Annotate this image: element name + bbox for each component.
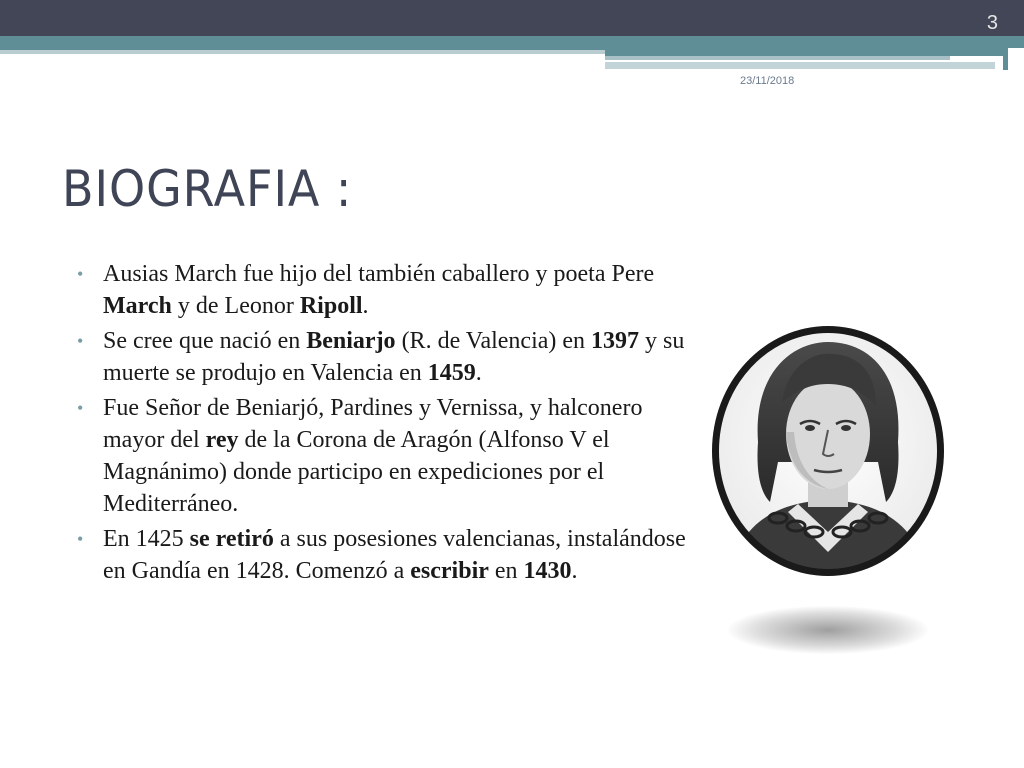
bullet-text: de la Corona de Aragón (Alfonso V el Magnánimo) donde participo en expediciones por el Mediterráneo. <box>103 427 610 517</box>
bullet-text: Fue Señor de Beniarjó, Pardines y Vernissa, y halconero mayor del <box>103 395 643 453</box>
bullet-text: . <box>475 360 482 386</box>
slide-title: BIOGRAFIA : <box>62 160 353 218</box>
bullet-text: En 1425 <box>103 526 190 552</box>
bullet-text-bold: Ripoll <box>299 293 363 319</box>
header-bar-teal-left-thin <box>0 50 605 54</box>
bullet-text: (R. de Valencia) en <box>395 328 592 354</box>
bullet-marker: • <box>77 331 84 351</box>
header-bar-teal-right <box>605 36 1024 56</box>
slide-number: 3 <box>986 12 998 34</box>
bullet-text-bold: se retiró <box>189 526 274 552</box>
bullet-marker: • <box>77 529 84 549</box>
bullet-item <box>75 258 705 322</box>
header-bar-teal-left <box>0 36 605 50</box>
bullet-item <box>75 523 705 587</box>
bullet-text-bold: Beniarjo <box>306 328 396 354</box>
bullet-text-bold: March <box>103 293 172 319</box>
bullet-item <box>75 392 705 520</box>
header-bar-dark <box>0 0 1024 36</box>
bullet-marker: • <box>77 264 84 284</box>
bullet-text: y su muerte se produjo en Valencia en <box>103 328 685 386</box>
bullet-marker: • <box>77 398 84 418</box>
bullet-text: y de Leonor <box>171 293 300 319</box>
bullet-text: Ausias March fue hijo del también caballero y poeta Pere <box>103 261 655 287</box>
bullet-text-bold: rey <box>205 427 239 453</box>
portrait-image <box>708 322 948 580</box>
portrait-illustration <box>708 322 948 580</box>
bullet-text: a sus posesiones valencianas, instalándose en Gandía en 1428. Comenzó a <box>103 526 686 584</box>
bullet-text: Se cree que nació en <box>103 328 307 354</box>
slide-date: 23/11/2018 <box>740 75 795 87</box>
portrait-shadow <box>728 606 928 654</box>
bullet-text: en <box>488 558 524 584</box>
bullet-text-bold: 1430 <box>523 558 572 584</box>
header-bar-light-1 <box>605 56 950 60</box>
bullet-list <box>75 258 705 590</box>
header-notch-inner <box>1008 48 1024 70</box>
bullet-text-bold: escribir <box>410 558 489 584</box>
bullet-text: . <box>362 293 369 319</box>
bullet-text-bold: 1397 <box>591 328 640 354</box>
bullet-item <box>75 325 705 389</box>
bullet-text-bold: 1459 <box>427 360 476 386</box>
header-bar-light-2 <box>605 62 995 69</box>
bullet-text: . <box>571 558 578 584</box>
